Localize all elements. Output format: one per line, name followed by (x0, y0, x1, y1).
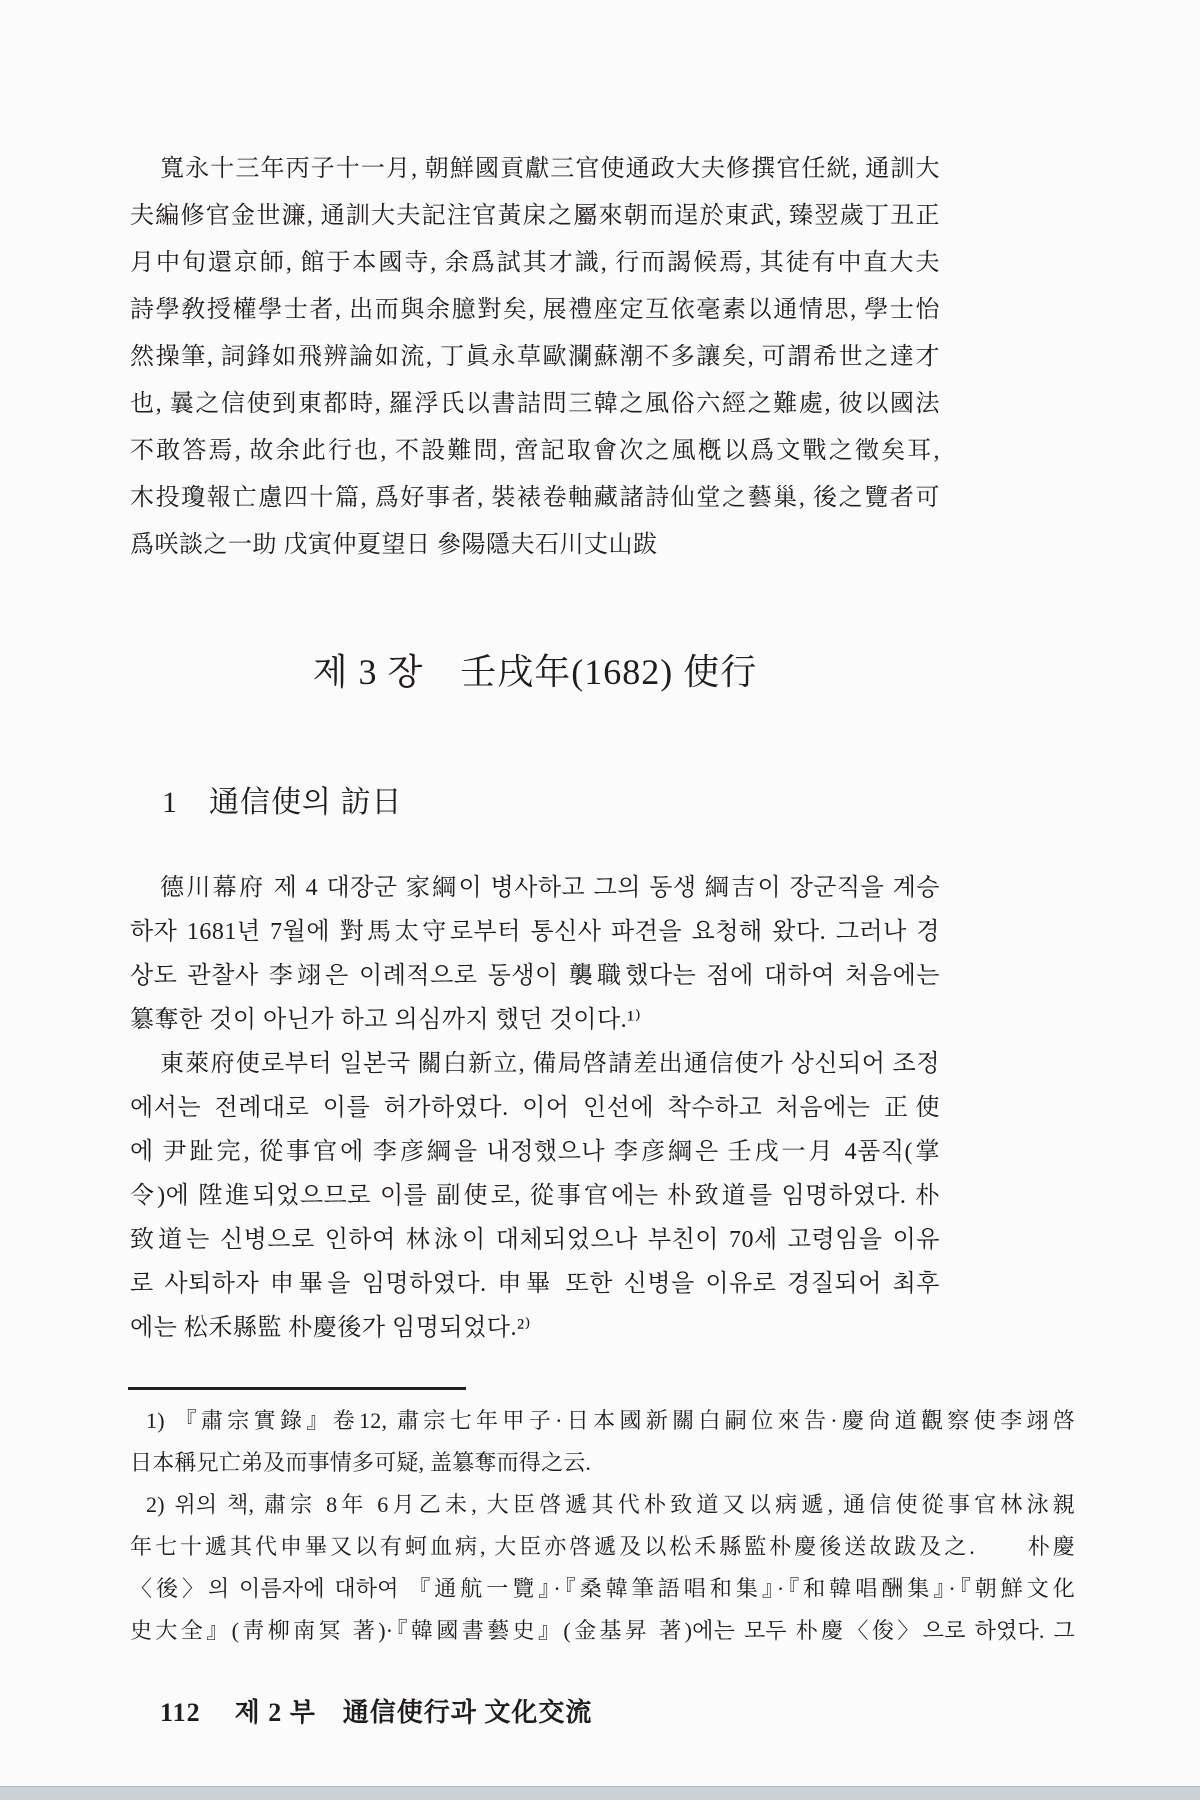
page-number: 112 (160, 1698, 201, 1727)
text-line: 簒奪한 것이 아닌가 하고 의심까지 했던 것이다.¹⁾ (130, 1007, 642, 1033)
text-line: 令)에 陞進되었으므로 이를 副使로, 從事官에는 朴致道를 임명하였다. 朴 (130, 1183, 940, 1209)
footnote-separator-rule (128, 1387, 466, 1390)
footnote-line: 2) 위의 책, 肅宗 8年 6月乙未, 大臣啓遞其代朴致道又以病遞, 通信使從事官林泳親 (146, 1492, 1075, 1517)
text-line: 月中旬還京師, 館于本國寺, 余爲試其才識, 行而謁候焉, 其徒有中直大夫 (130, 250, 940, 276)
running-title: 제 2 부 通信使行과 文化交流 (234, 1698, 593, 1727)
body-text (130, 866, 940, 1350)
text-line: 寬永十三年丙子十一月, 朝鮮國貢獻三官使通政大夫修撰官任絖, 通訓大 (160, 156, 940, 182)
text-line: 夫編修官金世濂, 通訓大夫記注官黃㦿之屬來朝而逞於東武, 臻翌歲丁丑正 (130, 203, 940, 229)
scan-edge-artifact (0, 1786, 1200, 1800)
text-line: 에서는 전례대로 이를 허가하였다. 이어 인선에 착수하고 처음에는 正使 (130, 1095, 940, 1121)
classical-preface-paragraph (130, 146, 940, 569)
text-line: 하자 1681년 7월에 對馬太守로부터 통신사 파견을 요청해 왔다. 그러나 경 (130, 919, 940, 945)
text-line: 에는 松禾縣監 朴慶後가 임명되었다.²⁾ (130, 1315, 532, 1341)
text-line: 德川幕府 제 4 대장군 家綱이 병사하고 그의 동생 綱吉이 장군직을 계승 (160, 875, 940, 901)
footnote-line: 1) 『肅宗實錄』卷12, 肅宗七年甲子·日本國新關白嗣位來告·慶尙道觀察使李翊啓 (146, 1408, 1075, 1433)
text-line: 로 사퇴하자 申畢을 임명하였다. 申畢 또한 신병을 이유로 경질되어 최후 (130, 1271, 940, 1297)
chapter-title: 제 3 장 壬戌年(1682) 使行 (312, 652, 758, 692)
footnote-line: 史大全』(靑柳南冥 著)·『韓國書藝史』(金基昇 著)에는 모두 朴慶〈俊〉으로 하였다. 그 (130, 1618, 1075, 1643)
text-line: 詩學敎授權學士者, 出而與余臆對矣, 展禮座定互依毫素以通情思, 學士怡 (130, 297, 940, 323)
text-line: 爲咲談之一助 戊寅仲夏望日 參陽隱夫石川丈山跋 (130, 532, 658, 558)
footnote-line: 〈後〉의 이름자에 대하여 『通航一覽』·『桑韓筆語唱和集』·『和韓唱酬集』·『朝鮮文化 (130, 1576, 1075, 1601)
section-heading: 1 通信使의 訪日 (162, 786, 403, 819)
text-line: 상도 관찰사 李翊은 이례적으로 동생이 襲職했다는 점에 대하여 처음에는 (130, 963, 940, 989)
text-line: 木投瓊報亡慮四十篇, 爲好事者, 裝裱卷軸藏諸詩仙堂之藝巢, 後之覽者可 (130, 485, 940, 511)
text-line: 致道는 신병으로 인하여 林泳이 대체되었으나 부친이 70세 고령임을 이유 (130, 1227, 940, 1253)
footnotes (130, 1400, 1075, 1652)
text-line: 에 尹趾完, 從事官에 李彦綱을 내정했으나 李彦綱은 壬戌一月 4품직(掌 (130, 1139, 940, 1165)
text-line: 東萊府使로부터 일본국 關白新立, 備局啓請差出通信使가 상신되어 조정 (160, 1051, 940, 1077)
text-line: 不敢答焉, 故余此行也, 不設難問, 啻記取會次之風槪以爲文戰之徵矣耳, (130, 438, 940, 464)
text-line: 也, 曩之信使到東都時, 羅浮氏以書詰問三韓之風俗六經之難處, 彼以國法 (130, 391, 940, 417)
footnote-line: 年七十遞其代申畢又以有蚵血病, 大臣亦啓遞及以松禾縣監朴慶後送故跋及之. 朴慶 (130, 1534, 1075, 1559)
footnote-line: 日本稱兄亡弟及而事情多可疑, 盖簒奪而得之云. (130, 1450, 592, 1475)
text-line: 然操筆, 詞鋒如飛辨論如流, 丁眞永草歐瀾蘇潮不多讓矣, 可謂希世之達才 (130, 344, 940, 370)
page-footer (160, 1692, 592, 1729)
